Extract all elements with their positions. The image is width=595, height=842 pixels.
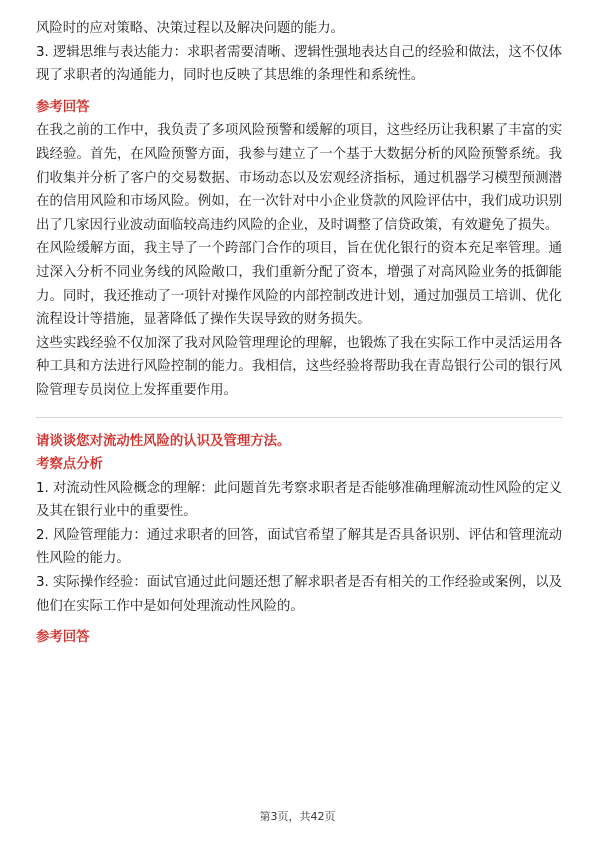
answer-paragraph-2: 在风险缓解方面，我主导了一个跨部门合作的项目，旨在优化银行的资本充足率管理。通过深入分析不同业务线的风险敞口，我们重新分配了资本，增强了对高风险业务的抵御能力。同时，我还推动了一项针对操作风险的内部控制改进计划，通过加强员工培训、优化流程设计等措施，显著降低了操作失误导致的财务损失。 [36, 241, 562, 328]
page-content [36, 17, 562, 650]
question-point-1: 1. 对流动性风险概念的理解：此问题首先考察求职者是否能够准确理解流动性风险的定义及其在银行业中的重要性。 [36, 480, 562, 520]
question-title: 请谈谈您对流动性风险的认识及管理方法。 [36, 433, 291, 449]
analysis-point-3: 3. 逻辑思维与表达能力：求职者需要清晰、逻辑性强地表达自己的经验和做法，这不仅体现了求职者的沟通能力，同时也反映了其思维的条理性和系统性。 [36, 44, 562, 84]
question-reference-heading: 参考回答 [36, 630, 90, 646]
reference-answer-heading: 参考回答 [36, 99, 90, 115]
analysis-heading: 考察点分析 [36, 457, 103, 473]
question-point-3: 3. 实际操作经验：面试官通过此问题还想了解求职者是否有相关的工作经验或案例，以及他们在实际工作中是如何处理流动性风险的。 [36, 575, 562, 614]
continued-text: 风险时的应对策略、决策过程以及解决问题的能力。 [36, 21, 344, 36]
answer-paragraph-3: 这些实践经验不仅加深了我对风险管理理论的理解，也锻炼了我在实际工作中灵活运用各种工具和方法进行风险控制的能力。我相信，这些经验将帮助我在青岛银行公司的银行风险管理专员岗位上发挥重要作用。 [36, 335, 562, 398]
page-number: 第3页，共42页 [259, 810, 336, 823]
answer-paragraph-1: 在我之前的工作中，我负责了多项风险预警和缓解的项目，这些经历让我积累了丰富的实践经验。首先，在风险预警方面，我参与建立了一个基于大数据分析的风险预警系统。我们收集并分析了客户的交易数据、市场动态以及宏观经济指标，通过机器学习模型预测潜在的信用风险和市场风险。例如，在一次针对中小企业贷款的风险评估中，我们成功识别出了几家因行业波动面临较高违约风险的企业，及时调整了信贷政策，有效避免了损失。 [36, 123, 562, 233]
section-divider [36, 417, 562, 418]
question-point-2: 2. 风险管理能力：通过求职者的回答，面试官希望了解其是否具备识别、评估和管理流动性风险的能力。 [36, 527, 562, 567]
